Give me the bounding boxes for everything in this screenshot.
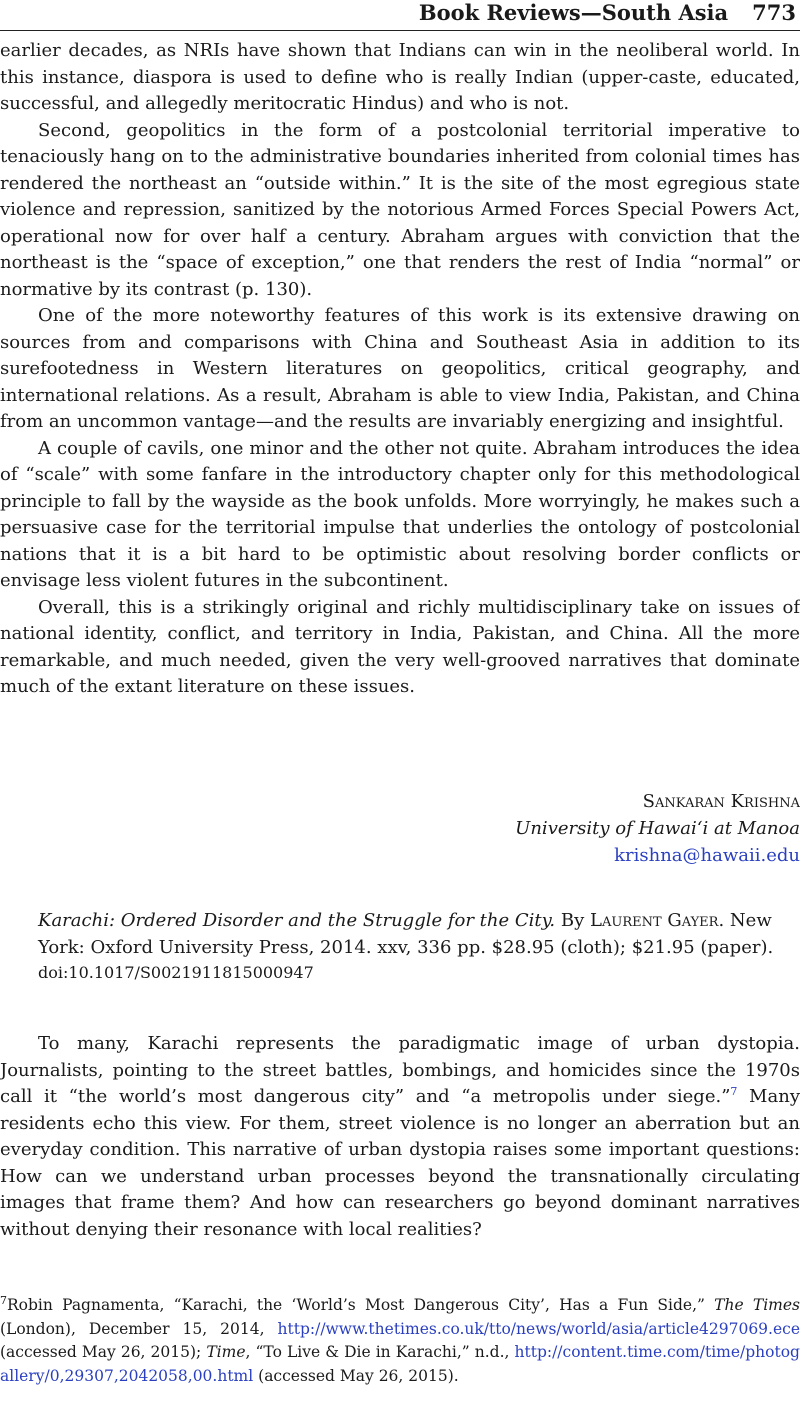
review-one-paragraph-1: earlier decades, as NRIs have shown that Indians can win in the neoliberal world. In this instance, diaspora is used to define who is really Indian (upper-caste, educated, successful, and allegedly meritocratic Hindus) and who is not. (0, 40, 800, 114)
review-one-paragraph-3: One of the more noteworthy features of this work is its extensive drawing on sources from and comparisons with China and Southeast Asia in addition to its surefootedness in Western literatures on geopolitics, critical geography, and international relations. As a result, Abraham is able to view India, Pakistan, and China from an uncommon vantage—and the results are invariably energizing and insightful. (0, 305, 800, 432)
footnote-text-2: (London), December 15, 2014, (0, 1319, 278, 1338)
footnote-text-3: (accessed May 26, 2015); (0, 1343, 207, 1361)
book-citation (0, 908, 800, 985)
header-title: Book Reviews—South Asia (418, 0, 729, 25)
reviewer-email-link[interactable]: krishna@hawaii.edu (614, 845, 800, 866)
book-title: Karachi: Ordered Disorder and the Struggle for the City. (38, 910, 556, 931)
reviewer-affiliation: University of Hawai‘i at Manoa (515, 818, 800, 839)
footnote-text-5: (accessed May 26, 2015). (253, 1366, 459, 1385)
header-rule (0, 30, 800, 31)
footnote-url-2[interactable]: http://content.time.com/time/photogallery/0,29307,2042058,00.html (0, 1343, 800, 1385)
doi: doi:10.1017/S0021911815000947 (38, 963, 314, 982)
review-one-paragraph-5: Overall, this is a strikingly original and richly multidisciplinary take on issues of national identity, conflict, and territory in India, Pakistan, and China. All the more remarkable, and much needed, given the very well-grooved narratives that dominate much of the extant literature on these issues. (0, 596, 800, 697)
footnote-source-1: The Times (714, 1296, 800, 1314)
footnote-text-1: Robin Pagnamenta, “Karachi, the ‘World’s Most Dangerous City’, Has a Fun Side,” (7, 1296, 715, 1314)
footnote-reference[interactable]: 7 (730, 1085, 738, 1098)
footnote-marker: 7 (0, 1293, 7, 1307)
review-one (0, 38, 800, 701)
footnote-url-1[interactable]: http://www.thetimes.co.uk/tto/news/world/asia/article4297069.ece (277, 1319, 800, 1338)
running-header (419, 0, 796, 30)
reviewer-signature (0, 788, 800, 869)
reviewer-name: Sankaran Krishna (642, 791, 800, 812)
footnote-text-4: , “To Live & Die in Karachi,” n.d., (245, 1343, 515, 1361)
book-author: Laurent Gayer. (590, 910, 725, 931)
footnote-source-2: Time (206, 1343, 246, 1361)
footnote-7 (0, 1294, 800, 1388)
publication-info: New York: Oxford University Press, 2014. xxv, 336 pp. $28.95 (cloth); $21.95 (paper). (38, 910, 774, 958)
review-two-text-after-note: Many residents echo this view. For them, street violence is no longer an aberration but an everyday condition. This narrative of urban dystopia raises some important questions: How can we understand urban processes beyond the transnationally circulating images that frame them? And how can researchers go beyond dominant narratives without denying their resonance with local realities? (0, 1086, 800, 1240)
page-number: 773 (752, 0, 796, 25)
review-one-paragraph-2: Second, geopolitics in the form of a postcolonial territorial imperative to tenaciously hang on to the administrative boundaries inherited from colonial times has rendered the northeast an “outside within.” It is the site of the most egregious state violence and repression, sanitized by the notorious Armed Forces Special Powers Act, operational now for over half a century. Abraham argues with conviction that the northeast is the “space of exception,” one that renders the rest of India “normal” or normative by its contrast (p. 130). (0, 119, 800, 300)
review-two-paragraph-1 (0, 1031, 800, 1243)
review-one-paragraph-4: A couple of cavils, one minor and the other not quite. Abraham introduces the idea of “scale” with some fanfare in the introductory chapter only for this methodological principle to fall by the wayside as the book unfolds. More worryingly, he makes such a persuasive case for the territorial impulse that underlies the ontology of postcolonial nations that it is a bit hard to be optimistic about resolving border conflicts or envisage less violent futures in the subcontinent. (0, 437, 800, 591)
review-two (0, 1031, 800, 1243)
by-label: By (560, 910, 585, 931)
review-two-text-before-note: To many, Karachi represents the paradigmatic image of urban dystopia. Journalists, pointing to the street battles, bombings, and homicides since the 1970s call it “the world’s most dangerous city” and “a metropolis under siege.” (0, 1033, 800, 1107)
